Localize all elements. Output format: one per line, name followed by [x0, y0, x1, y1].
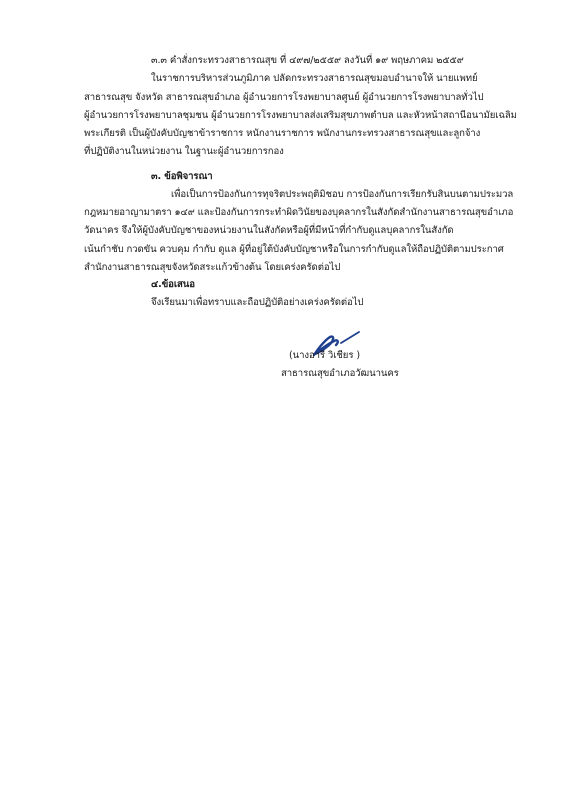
- body-line: เพื่อเป็นการป้องกันการทุจริตประพฤติมิชอบ การป้องกันการเรียกรับสินบนตามประมวล: [171, 189, 514, 200]
- closing-line: จึงเรียนมาเพื่อทราบและถือปฏิบัติอย่างเคร่งครัดต่อไป: [151, 297, 364, 308]
- order-reference-line: ๓.๓ คำสั่งกระทรวงสาธารณสุข ที่ ๔๙๗/๒๕๕๙ ลงวันที่ ๑๙ พฤษภาคม ๒๕๕๙: [151, 55, 464, 66]
- body-line: สาธารณสุข จังหวัด สาธารณสุขอำเภอ ผู้อำนวยการโรงพยาบาลศูนย์ ผู้อำนวยการโรงพยาบาลทั่วไป: [84, 92, 484, 103]
- signatory-name: (นางอารี วิเชียร ): [289, 350, 360, 361]
- section-heading-considerations: ๓. ข้อพิจารณา: [151, 171, 213, 182]
- body-line: พระเกียรติ เป็นผู้บังคับบัญชาข้าราชการ หนักงานราชการ พนักงานกระทรวงสาธารณสุขและลูกจ้าง: [84, 128, 481, 139]
- section-heading-proposal: ๔.ข้อเสนอ: [151, 279, 195, 290]
- body-line: สำนักงานสาธารณสุขจังหวัดสระแก้วข้างต้น โดยเคร่งครัดต่อไป: [84, 262, 341, 273]
- signatory-title: สาธารณสุขอำเภอวัฒนานคร: [281, 368, 399, 379]
- body-line: ที่ปฏิบัติงานในหน่วยงาน ในฐานะผู้อำนวยการกอง: [84, 146, 284, 157]
- body-line: กฎหมายอาญามาตรา ๑๔๙ และป้องกันการกระทำผิดวินัยของบุคลากรในสังกัดสำนักงานสาธารณสุขอำเภอ: [84, 207, 514, 218]
- body-line: ผู้อำนวยการโรงพยาบาลชุมชน ผู้อำนวยการโรงพยาบาลส่งเสริมสุขภาพตำบล และหัวหน้าสถานีอนามัยเฉลิม: [84, 110, 517, 121]
- body-line: ในราชการบริหารส่วนภูมิภาค ปลัดกระทรวงสาธารณสุขมอบอำนาจให้ นายแพทย์: [151, 73, 478, 84]
- body-line: วัดนาคร จึงให้ผู้บังคับบัญชาของหน่วยงานในสังกัดหรือผู้ที่มีหน้าที่กำกับดูแลบุคลากรในสังกัด: [84, 225, 454, 236]
- body-line: เน้นกำชับ กวดขัน ควบคุม กำกับ ดูแล ผู้ที่อยู่ใต้บังคับบัญชาหรือในการกำกับดูแลให้ถือปฏิบัติตามประกาศ: [84, 244, 504, 255]
